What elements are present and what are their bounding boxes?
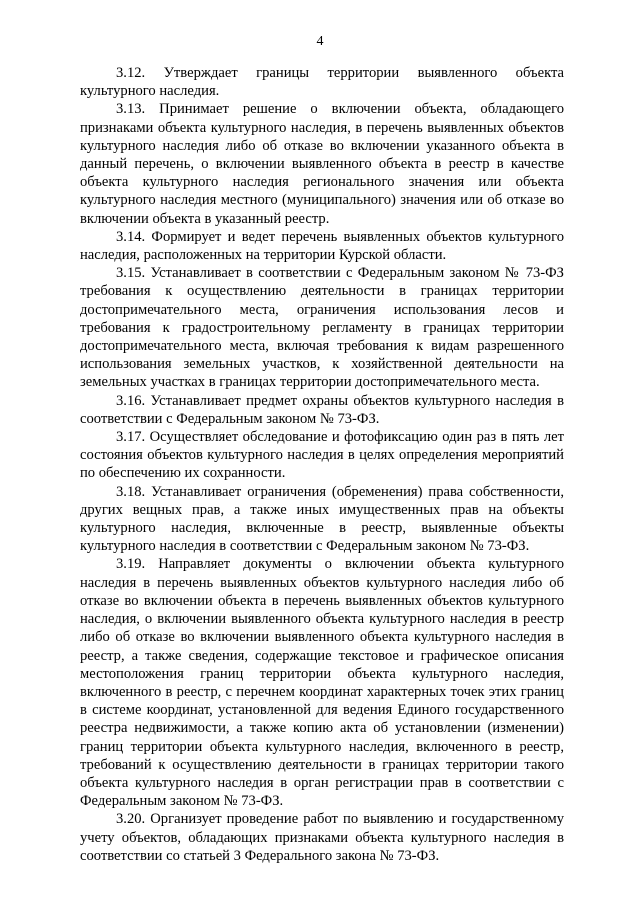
paragraph-3-20: 3.20. Организует проведение работ по выявлению и государственному учету объектов, обладающих признаками объекта культурного наследия в соответствии со статьей 3 Федерального закона № 73-ФЗ. (80, 811, 564, 864)
paragraph-3-18: 3.18. Устанавливает ограничения (обременения) права собственности, других вещных прав, а также иных имущественных прав на объекты культурного наследия, включенные в реестр, выявленные объекты культурного наследия в соответствии с Федеральным законом № 73-ФЗ. (80, 483, 564, 555)
document-body (80, 64, 564, 865)
page-number: 4 (316, 34, 324, 49)
paragraph-3-19: 3.19. Направляет документы о включении объекта культурного наследия в перечень выявленных объектов культурного наследия либо об отказе во включении объекта в перечень выявленных объектов культурного наследия, о включении выявленного объекта культурного наследия в реестр либо об отказе во включении выявленного объекта культурного наследия в реестр, а также сведения, содержащие текстовое и графическое описания местоположения границ территории объекта культурного наследия, включенного в реестр, с перечнем координат характерных точек этих границ в системе координат, установленной для ведения Единого государственного реестра недвижимости, а также копию акта об установлении (изменении) границ территории объекта культурного наследия, включенного в реестр, требований к осуществлению деятельности в границах территории такого объекта культурного наследия в орган регистрации прав в соответствии с Федеральным законом № 73-ФЗ. (80, 556, 564, 810)
paragraph-3-15: 3.15. Устанавливает в соответствии с Федеральным законом № 73-ФЗ требования к осуществлению деятельности в границах территории достопримечательного места, ограничения использования лесов и требования к градостроительному регламенту в границах территории достопримечательного места, включая требования к видам разрешенного использования земельных участков, к хозяйственной деятельности на земельных участках в границах территории достопримечательного места. (80, 265, 564, 391)
paragraph-3-17: 3.17. Осуществляет обследование и фотофиксацию один раз в пять лет состояния объектов культурного наследия в целях определения мероприятий по обеспечению их сохранности. (80, 429, 564, 482)
paragraph-3-12: 3.12. Утверждает границы территории выявленного объекта культурного наследия. (80, 65, 564, 100)
paragraph-3-14: 3.14. Формирует и ведет перечень выявленных объектов культурного наследия, расположенных на территории Курской области. (80, 228, 564, 264)
paragraph-3-16: 3.16. Устанавливает предмет охраны объектов культурного наследия в соответствии с Федеральным законом № 73-ФЗ. (80, 392, 564, 427)
paragraph-3-13: 3.13. Принимает решение о включении объекта, обладающего признаками объекта культурного наследия, в перечень выявленных объектов культурного наследия либо об отказе во включении указанного объекта в данный перечень, о включении выявленного объекта в реестр в качестве объекта культурного наследия регионального значения или объекта культурного наследия местного (муниципального) значения или об отказе во включении объекта в указанный реестр. (80, 101, 564, 227)
